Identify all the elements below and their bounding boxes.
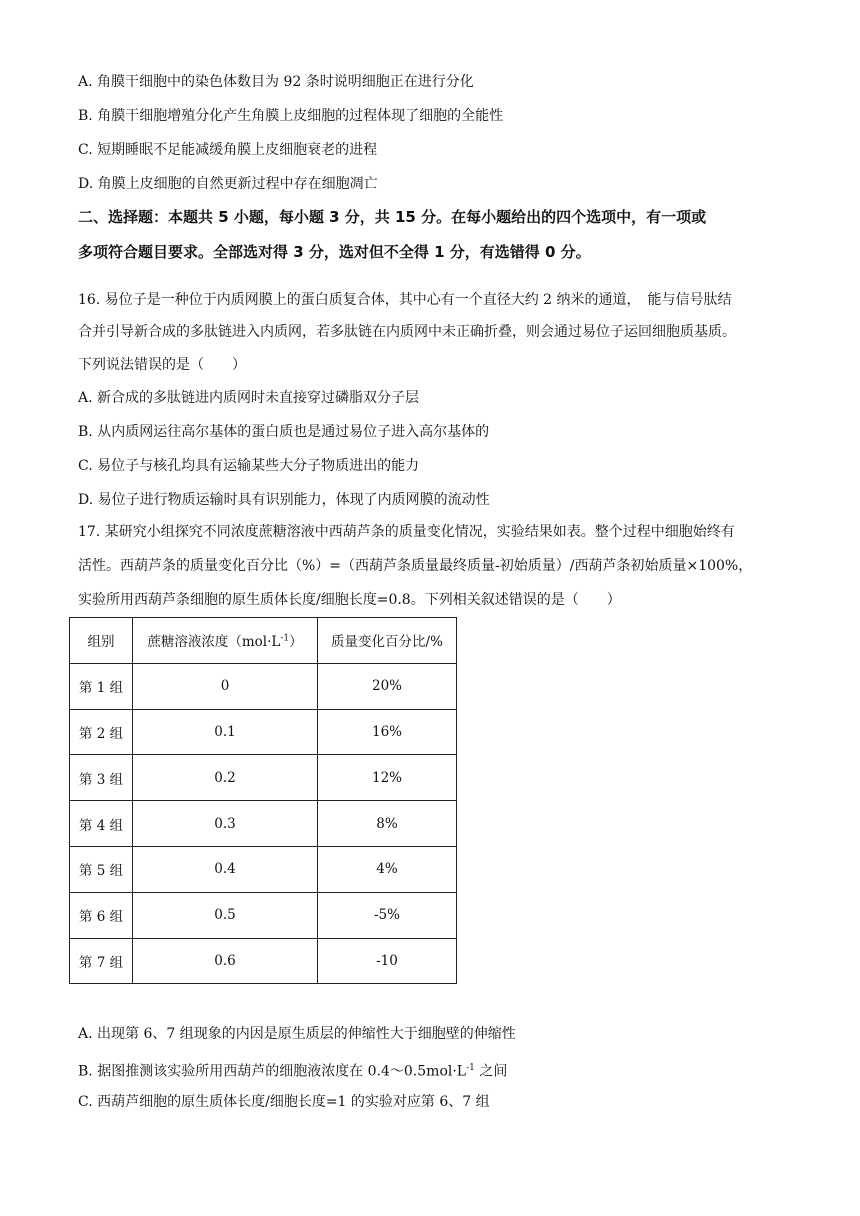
q17-option-a: A. 出现第 6、7 组现象的内因是原生质层的伸缩性大于细胞壁的伸缩性 [78,1026,516,1042]
q16-option-a: A. 新合成的多肽链进内质网时未直接穿过磷脂双分子层 [78,390,420,406]
cell-group: 第 2 组 [70,709,133,755]
cell-mass-change: 12% [318,755,457,801]
cell-concentration: 0.4 [133,846,318,892]
q16-stem-line3: 下列说法错误的是（ ） [78,357,246,373]
cell-group: 第 3 组 [70,755,133,801]
results-table [69,617,457,984]
cell-mass-change: 20% [318,663,457,709]
cell-mass-change: -5% [318,892,457,938]
table-row [70,755,457,801]
table-row [70,663,457,709]
cell-mass-change: 4% [318,846,457,892]
cell-mass-change: 16% [318,709,457,755]
header-group: 组别 [70,618,133,664]
q17-option-b: B. 据图推测该实验所用西葫芦的细胞液浓度在 $0.4\sim 0.5mol\cdot L^{-1}$ 之间 [78,1063,508,1080]
table-row [70,801,457,847]
cell-group: 第 6 组 [70,892,133,938]
cell-group: 第 4 组 [70,801,133,847]
q15-option-a: A. 角膜干细胞中的染色体数目为 92 条时说明细胞正在进行分化 [78,74,474,90]
header-concentration: 蔗糖溶液浓度$(mol\cdot L^{-1})$ [133,618,318,664]
cell-concentration: 0 [133,663,318,709]
q16-stem-line1: 16. 易位子是一种位于内质网膜上的蛋白质复合体，其中心有一个直径大约 2 纳米的通道， 能与信号肽结 [78,292,732,308]
table-row [70,846,457,892]
table-header-row [70,618,457,664]
cell-concentration: 0.3 [133,801,318,847]
table-row [70,938,457,984]
section2-heading-line2: 多项符合题目要求。全部选对得 3 分，选对但不全得 1 分，有选错得 0 分。 [78,243,591,261]
q15-option-d: D. 角膜上皮细胞的自然更新过程中存在细胞凋亡 [78,176,378,192]
cell-group: 第 7 组 [70,938,133,984]
cell-mass-change: -10 [318,938,457,984]
cell-group: 第 5 组 [70,846,133,892]
q17-stem-line3: 实验所用西葫芦条细胞的原生质体长度/细胞长度=0.8。下列相关叙述错误的是（ ） [78,592,621,608]
q16-stem-line2: 合并引导新合成的多肽链进入内质网，若多肽链在内质网中未正确折叠，则会通过易位子运回细胞质基质。 [78,324,736,340]
section2-heading-line1: 二、选择题：本题共 5 小题，每小题 3 分，共 15 分。在每小题给出的四个选项中，有一项或 [78,208,707,226]
q17-stem-line2: 活性。西葫芦条的质量变化百分比（%）=（西葫芦条质量最终质量-初始质量）/西葫芦条初始质量×100%， [78,558,753,574]
cell-concentration: 0.2 [133,755,318,801]
table-row [70,892,457,938]
q15-option-c: C. 短期睡眠不足能减缓角膜上皮细胞衰老的进程 [78,142,378,158]
q17-option-c: C. 西葫芦细胞的原生质体长度/细胞长度=1 的实验对应第 6、7 组 [78,1094,490,1110]
table-row [70,709,457,755]
q17-stem-line1: 17. 某研究小组探究不同浓度蔗糖溶液中西葫芦条的质量变化情况，实验结果如表。整个过程中细胞始终有 [78,524,735,540]
cell-concentration: 0.1 [133,709,318,755]
q16-option-b: B. 从内质网运往高尔基体的蛋白质也是通过易位子进入高尔基体的 [78,424,490,440]
q16-option-d: D. 易位子进行物质运输时具有识别能力，体现了内质网膜的流动性 [78,492,490,508]
q15-option-b: B. 角膜干细胞增殖分化产生角膜上皮细胞的过程体现了细胞的全能性 [78,108,504,124]
cell-mass-change: 8% [318,801,457,847]
q16-option-c: C. 易位子与核孔均具有运输某些大分子物质进出的能力 [78,458,420,474]
cell-concentration: 0.5 [133,892,318,938]
cell-concentration: 0.6 [133,938,318,984]
cell-group: 第 1 组 [70,663,133,709]
header-mass-change: 质量变化百分比/% [318,618,457,664]
